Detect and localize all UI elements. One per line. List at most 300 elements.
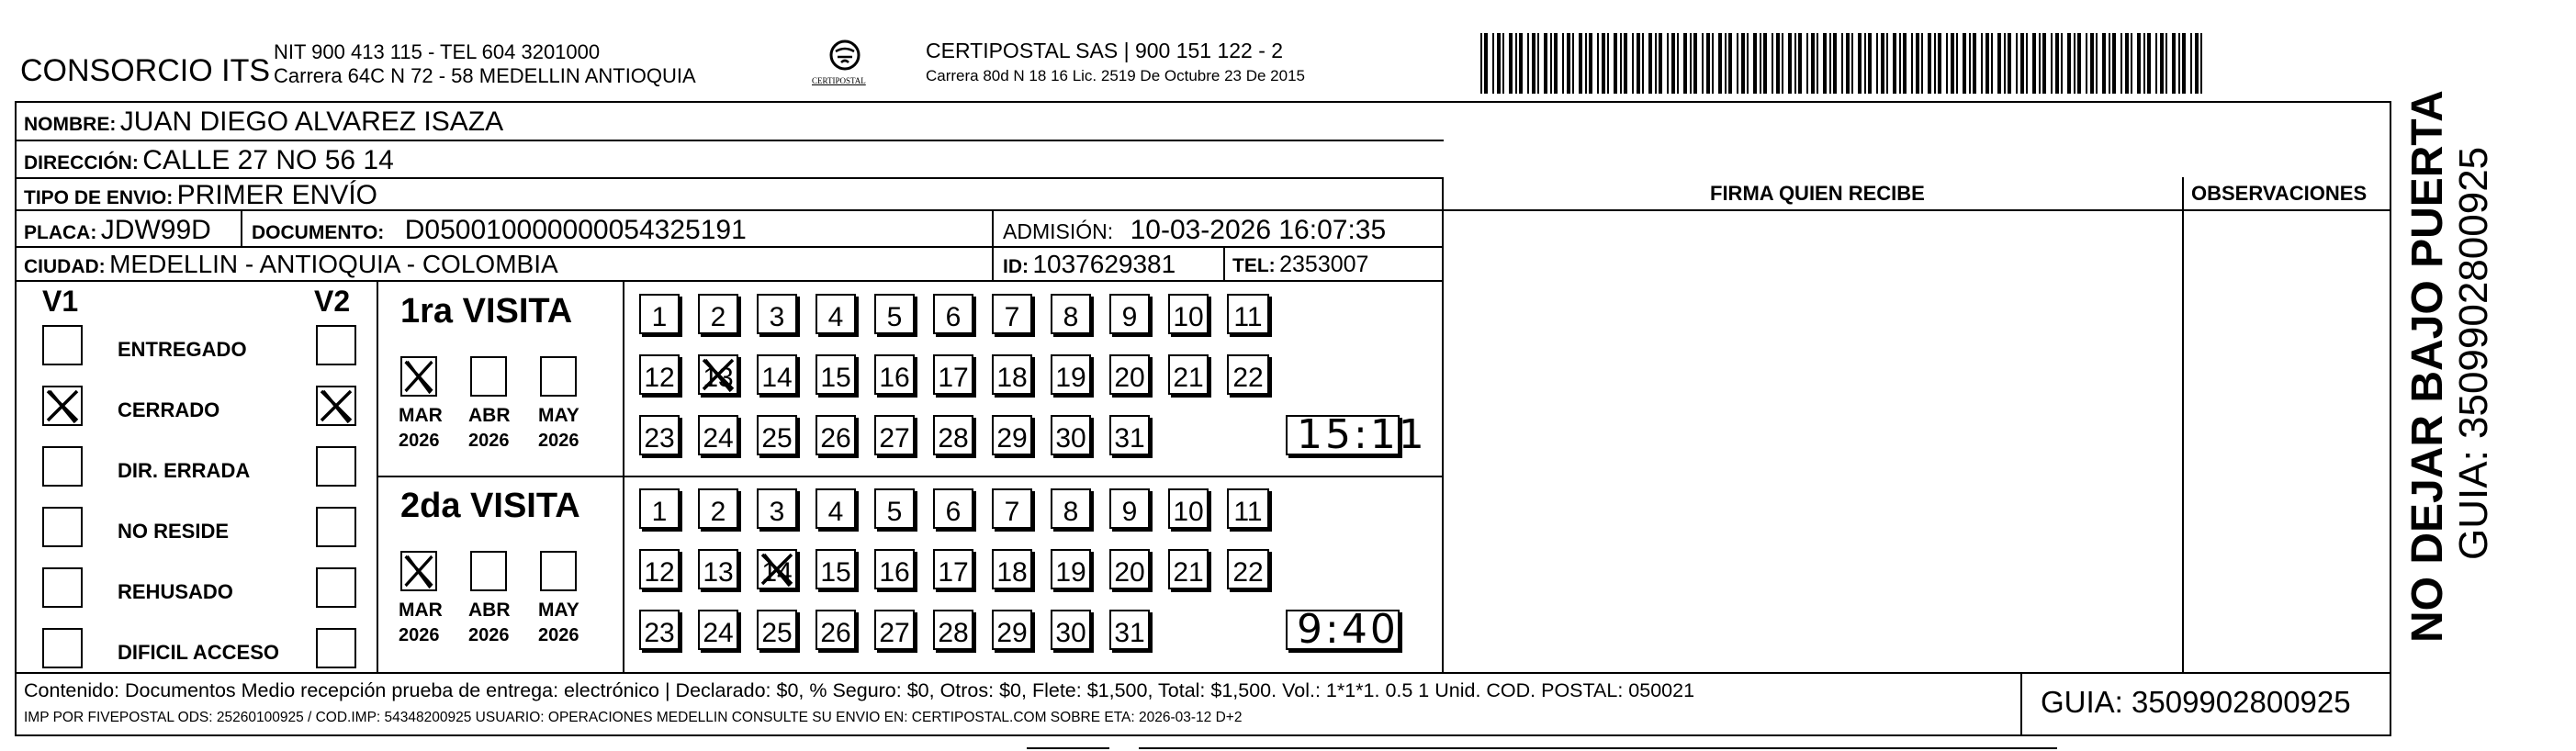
visit-year-label: 2026 bbox=[538, 625, 579, 645]
barcode-bar bbox=[1946, 33, 1948, 94]
barcode-bar bbox=[1597, 33, 1599, 94]
visit-year-label: 2026 bbox=[468, 625, 510, 645]
barcode-bar bbox=[2143, 33, 2145, 94]
barcode-bar bbox=[1706, 33, 1710, 94]
barcode-bar bbox=[1667, 33, 1669, 94]
visit-day-box[interactable] bbox=[992, 415, 1032, 455]
barcode-bar bbox=[1509, 33, 1513, 94]
visit-day-number: 12 bbox=[644, 557, 675, 588]
barcode-bar bbox=[1567, 33, 1570, 94]
barcode-bar bbox=[1671, 33, 1675, 94]
visit-day-number: 11 bbox=[1233, 302, 1263, 332]
contenido-line: Contenido: Documentos Medio recepción prueba de entrega: electrónico | Declarado: $0, % Seguro: $0, Otros: $0, Flete: $1,500, Total: $1,500. Vol.: 1*1*1. 0.5 1 Unid. COD. POSTAL: 050021 bbox=[24, 679, 1695, 701]
visit-day-box[interactable] bbox=[1227, 354, 1269, 395]
visit-day-box[interactable] bbox=[933, 294, 973, 334]
visit-day-number: 14 bbox=[761, 557, 793, 588]
visit-day-number: 21 bbox=[1173, 557, 1204, 588]
tipo-envio-row bbox=[24, 182, 377, 209]
visit-day-box[interactable] bbox=[933, 354, 973, 395]
visit-day-box[interactable] bbox=[874, 488, 915, 529]
placa-row bbox=[24, 217, 211, 244]
barcode-bar bbox=[1864, 33, 1866, 94]
visit-day-box[interactable] bbox=[1051, 294, 1091, 334]
barcode-bar bbox=[1876, 33, 1878, 94]
visit-day-number: 28 bbox=[938, 618, 969, 648]
visit-month-label: MAY bbox=[538, 600, 579, 621]
visit-day-box[interactable] bbox=[639, 354, 680, 395]
barcode-bar bbox=[1620, 33, 1622, 94]
visit-time-handwritten: 9:40 bbox=[1297, 606, 1399, 653]
barcode-bar bbox=[1683, 33, 1687, 94]
visit-day-box[interactable] bbox=[992, 354, 1032, 395]
visit-day-box[interactable] bbox=[1227, 549, 1269, 589]
visit-day-number: 12 bbox=[644, 363, 675, 393]
visit-day-box[interactable] bbox=[816, 415, 856, 455]
ciudad-row bbox=[24, 252, 558, 277]
barcode-bar bbox=[2172, 33, 2176, 94]
barcode-bar bbox=[1737, 33, 1738, 94]
visit-day-number: 17 bbox=[938, 363, 969, 393]
barcode-bar bbox=[2125, 33, 2129, 94]
visit-day-box[interactable] bbox=[757, 415, 797, 455]
barcode-bar bbox=[1938, 33, 1941, 94]
barcode-bar bbox=[1741, 33, 1745, 94]
barcode-bar bbox=[1851, 33, 1853, 94]
status-v1-checkbox[interactable] bbox=[42, 325, 83, 365]
visit-day-box[interactable] bbox=[1109, 294, 1150, 334]
barcode-bar bbox=[2067, 33, 2071, 94]
visit-day-box[interactable] bbox=[874, 610, 915, 650]
barcode-bar bbox=[2016, 33, 2018, 94]
visit-day-number: 15 bbox=[820, 363, 851, 393]
visit-day-box[interactable] bbox=[1051, 488, 1091, 529]
direccion-row bbox=[24, 147, 394, 174]
visit-day-number: 5 bbox=[886, 302, 903, 332]
barcode-bar bbox=[2147, 33, 2151, 94]
barcode-bar bbox=[1690, 33, 1692, 94]
firma-column-header: FIRMA QUIEN RECIBE bbox=[1710, 182, 1925, 205]
barcode-bar bbox=[1806, 33, 1808, 94]
status-v1-checkbox[interactable] bbox=[42, 386, 83, 426]
day-cross-mark bbox=[759, 551, 795, 588]
barcode-bar bbox=[1537, 33, 1539, 94]
visit-month-checkbox[interactable] bbox=[470, 356, 507, 397]
status-v1-checkbox[interactable] bbox=[42, 628, 83, 668]
barcode-bar bbox=[2190, 33, 2192, 94]
visit-day-box[interactable] bbox=[992, 610, 1032, 650]
visit-time-box[interactable] bbox=[1286, 606, 1400, 653]
barcode-bar bbox=[2008, 33, 2011, 94]
barcode-bar bbox=[1794, 33, 1796, 94]
status-v2-checkbox[interactable] bbox=[316, 507, 356, 547]
visit-day-number: 13 bbox=[703, 363, 734, 393]
barcode-bar bbox=[1642, 33, 1644, 94]
status-v1-checkbox[interactable] bbox=[42, 446, 83, 487]
visit-month-label: MAR bbox=[399, 600, 443, 621]
logo-caption: CERTIPOSTAL bbox=[812, 76, 866, 85]
visit-day-box[interactable] bbox=[1109, 354, 1150, 395]
visit-month-checkbox[interactable] bbox=[400, 356, 437, 397]
visit-day-number: 7 bbox=[1004, 497, 1020, 527]
visit-day-number: 19 bbox=[1055, 363, 1086, 393]
visit-day-box[interactable] bbox=[639, 549, 680, 589]
barcode-bar bbox=[2112, 33, 2116, 94]
barcode-bar bbox=[2160, 33, 2164, 94]
visit-month-checkbox[interactable] bbox=[470, 551, 507, 591]
barcode-bar bbox=[1589, 33, 1592, 94]
visit-day-number: 6 bbox=[945, 497, 962, 527]
visit-month-checkbox[interactable] bbox=[400, 551, 437, 591]
status-v1-checkbox[interactable] bbox=[42, 507, 83, 547]
barcode-bar bbox=[2039, 33, 2041, 94]
barcode-bar bbox=[2155, 33, 2157, 94]
status-label: CERRADO bbox=[118, 398, 220, 421]
visit-day-box[interactable] bbox=[698, 415, 738, 455]
documento-value: D050010000000054325191 bbox=[404, 215, 747, 245]
barcode-bar bbox=[1991, 33, 1993, 94]
barcode-bar bbox=[1515, 33, 1517, 94]
ciudad-label: CIUDAD: bbox=[24, 256, 106, 277]
visit-day-box[interactable] bbox=[874, 354, 915, 395]
barcode-bar bbox=[2165, 33, 2167, 94]
visit-day-box[interactable] bbox=[757, 610, 797, 650]
barcode-bar bbox=[1763, 33, 1767, 94]
placa-label: PLACA: bbox=[24, 222, 97, 243]
barcode-bar bbox=[2032, 33, 2036, 94]
barcode-bar bbox=[1602, 33, 1605, 94]
barcode-bar bbox=[1899, 33, 1901, 94]
visit-day-number: 8 bbox=[1063, 497, 1079, 527]
visit-month-label: MAR bbox=[399, 405, 443, 426]
visit-day-number: 16 bbox=[879, 363, 910, 393]
status-v2-checkbox[interactable] bbox=[316, 386, 356, 426]
barcode-bar bbox=[1776, 33, 1780, 94]
barcode-bar bbox=[2120, 33, 2122, 94]
visit-day-box[interactable] bbox=[874, 549, 915, 589]
barcode-bar bbox=[1893, 33, 1896, 94]
visit-day-box[interactable] bbox=[639, 415, 680, 455]
visit-title: 2da VISITA bbox=[400, 487, 580, 525]
visit-day-number: 2 bbox=[710, 302, 726, 332]
barcode-bar bbox=[1981, 33, 1983, 94]
visit-day-number: 6 bbox=[945, 302, 962, 332]
barcode-bar bbox=[1659, 33, 1662, 94]
visit-day-box[interactable] bbox=[933, 415, 973, 455]
barcode bbox=[1480, 33, 2215, 94]
barcode-bar bbox=[1607, 33, 1609, 94]
visit-day-box[interactable] bbox=[1051, 354, 1091, 395]
visit-month-checkbox[interactable] bbox=[540, 356, 577, 397]
status-v1-checkbox[interactable] bbox=[42, 567, 83, 608]
admision-value: 10-03-2026 16:07:35 bbox=[1130, 215, 1387, 245]
carrier-line-1: CERTIPOSTAL SAS | 900 151 122 - 2 bbox=[926, 39, 1284, 62]
visit-day-box[interactable] bbox=[757, 294, 797, 334]
barcode-bar bbox=[2182, 33, 2186, 94]
barcode-bar bbox=[1519, 33, 1523, 94]
tel-label: TEL: bbox=[1232, 255, 1276, 276]
visit-day-box[interactable] bbox=[757, 354, 797, 395]
visit-day-box[interactable] bbox=[698, 610, 738, 650]
visit-day-box[interactable] bbox=[933, 488, 973, 529]
visit-day-box[interactable] bbox=[816, 354, 856, 395]
visit-day-box[interactable] bbox=[757, 549, 797, 589]
barcode-bar bbox=[1544, 33, 1547, 94]
barcode-bar bbox=[1532, 33, 1535, 94]
visit-day-box[interactable] bbox=[698, 488, 738, 529]
tear-line-2 bbox=[1139, 747, 2057, 749]
barcode-bar bbox=[1693, 33, 1697, 94]
barcode-bar bbox=[1550, 33, 1552, 94]
barcode-bar bbox=[1712, 33, 1714, 94]
barcode-bar bbox=[1702, 33, 1704, 94]
footer-guia: GUIA: 3509902800925 bbox=[2041, 685, 2351, 719]
barcode-bar bbox=[1811, 33, 1815, 94]
barcode-bar bbox=[1624, 33, 1627, 94]
visit-day-box[interactable] bbox=[992, 294, 1032, 334]
visit-day-number: 25 bbox=[761, 618, 793, 648]
visit-day-number: 31 bbox=[1114, 423, 1145, 454]
visit-day-box[interactable] bbox=[1227, 488, 1269, 529]
barcode-bar bbox=[1760, 33, 1761, 94]
nombre-label: NOMBRE: bbox=[24, 114, 117, 135]
status-v2-checkbox[interactable] bbox=[316, 628, 356, 668]
barcode-bar bbox=[2020, 33, 2024, 94]
visit-day-number: 21 bbox=[1173, 363, 1204, 393]
barcode-bar bbox=[1934, 33, 1936, 94]
visit-day-number: 10 bbox=[1173, 497, 1204, 527]
visit-day-box[interactable] bbox=[1168, 354, 1209, 395]
visit-day-box[interactable] bbox=[1051, 415, 1091, 455]
barcode-bar bbox=[2086, 33, 2087, 94]
visit-day-box[interactable] bbox=[933, 549, 973, 589]
visit-day-box[interactable] bbox=[1109, 549, 1150, 589]
placa-value: JDW99D bbox=[100, 215, 211, 245]
side-guia: GUIA: 3509902800925 bbox=[2451, 146, 2496, 560]
visit-day-number: 4 bbox=[827, 497, 844, 527]
visit-day-box[interactable] bbox=[1168, 488, 1209, 529]
barcode-bar bbox=[1782, 33, 1783, 94]
company-name: CONSORCIO ITS bbox=[20, 53, 271, 88]
visit-day-box[interactable] bbox=[1051, 549, 1091, 589]
barcode-bar bbox=[1963, 33, 1966, 94]
visit-day-number: 9 bbox=[1121, 302, 1138, 332]
tel-value: 2353007 bbox=[1279, 252, 1369, 277]
barcode-bar bbox=[2004, 33, 2006, 94]
barcode-bar bbox=[1829, 33, 1831, 94]
barcode-bar bbox=[1484, 33, 1488, 94]
barcode-bar bbox=[2074, 33, 2075, 94]
visit-day-box[interactable] bbox=[639, 294, 680, 334]
barcode-bar bbox=[2026, 33, 2028, 94]
barcode-bar bbox=[1858, 33, 1862, 94]
visit-year-label: 2026 bbox=[468, 431, 510, 451]
visit-day-number: 18 bbox=[996, 363, 1028, 393]
visit-day-number: 24 bbox=[703, 423, 734, 454]
documento-row bbox=[252, 217, 747, 244]
visit-day-number: 19 bbox=[1055, 557, 1086, 588]
v1-header: V1 bbox=[42, 285, 79, 318]
no-dejar-bajo-puerta: NO DEJAR BAJO PUERTA bbox=[2403, 90, 2452, 643]
visit-day-number: 31 bbox=[1114, 618, 1145, 648]
barcode-bar bbox=[1997, 33, 2001, 94]
barcode-bar bbox=[1753, 33, 1757, 94]
barcode-bar bbox=[2090, 33, 2094, 94]
certipostal-logo-icon bbox=[808, 37, 882, 77]
barcode-bar bbox=[1833, 33, 1837, 94]
visit-day-number: 1 bbox=[651, 497, 668, 527]
tel-row bbox=[1232, 253, 1368, 276]
barcode-bar bbox=[1728, 33, 1732, 94]
visit-day-box[interactable] bbox=[639, 610, 680, 650]
status-label: NO RESIDE bbox=[118, 520, 230, 543]
visit-day-number: 22 bbox=[1232, 363, 1264, 393]
visit-day-box[interactable] bbox=[639, 488, 680, 529]
visit-day-number: 23 bbox=[644, 618, 675, 648]
visit-day-number: 28 bbox=[938, 423, 969, 454]
visit-day-box[interactable] bbox=[1168, 549, 1209, 589]
barcode-bar bbox=[1956, 33, 1958, 94]
ciudad-value: MEDELLIN - ANTIOQUIA - COLOMBIA bbox=[109, 250, 558, 278]
status-v2-checkbox[interactable] bbox=[316, 325, 356, 365]
status-label: DIFICIL ACCESO bbox=[118, 641, 280, 664]
barcode-bar bbox=[2178, 33, 2180, 94]
barcode-bar bbox=[1492, 33, 1494, 94]
carrier-line-2: Carrera 80d N 18 16 Lic. 2519 De Octubre 23 De 2015 bbox=[926, 67, 1305, 84]
visit-day-box[interactable] bbox=[1109, 488, 1150, 529]
barcode-bar bbox=[1841, 33, 1843, 94]
visit-day-box[interactable] bbox=[816, 610, 856, 650]
visit-day-box[interactable] bbox=[1227, 294, 1269, 334]
visit-day-box[interactable] bbox=[816, 488, 856, 529]
status-v2-checkbox[interactable] bbox=[316, 446, 356, 487]
visit-day-box[interactable] bbox=[874, 415, 915, 455]
visit-day-number: 8 bbox=[1063, 302, 1079, 332]
visit-day-number: 7 bbox=[1004, 302, 1020, 332]
barcode-bar bbox=[1973, 33, 1976, 94]
barcode-bar bbox=[2055, 33, 2059, 94]
barcode-bar bbox=[1788, 33, 1792, 94]
barcode-bar bbox=[2137, 33, 2141, 94]
barcode-bar bbox=[1798, 33, 1802, 94]
status-label: DIR. ERRADA bbox=[118, 459, 251, 482]
day-cross-mark bbox=[700, 356, 737, 393]
visit-day-number: 3 bbox=[769, 497, 785, 527]
visit-day-number: 29 bbox=[996, 618, 1028, 648]
barcode-bar bbox=[1916, 33, 1919, 94]
visit-month-label: ABR bbox=[468, 405, 511, 426]
visit-title: 1ra VISITA bbox=[400, 292, 573, 331]
visit-day-number: 22 bbox=[1232, 557, 1264, 588]
documento-label: DOCUMENTO: bbox=[252, 222, 385, 243]
barcode-bar bbox=[1928, 33, 1931, 94]
barcode-bar bbox=[2109, 33, 2110, 94]
status-v2-checkbox[interactable] bbox=[316, 567, 356, 608]
barcode-bar bbox=[1614, 33, 1617, 94]
visit-day-box[interactable] bbox=[698, 354, 738, 395]
barcode-bar bbox=[1480, 33, 1482, 94]
barcode-bar bbox=[1637, 33, 1640, 94]
visit-day-box[interactable] bbox=[1168, 294, 1209, 334]
visit-day-box[interactable] bbox=[1109, 415, 1150, 455]
visit-year-label: 2026 bbox=[538, 431, 579, 451]
visit-day-box[interactable] bbox=[698, 549, 738, 589]
visit-month-label: ABR bbox=[468, 600, 511, 621]
barcode-bar bbox=[1911, 33, 1913, 94]
barcode-bar bbox=[1527, 33, 1529, 94]
imp-line: IMP POR FIVEPOSTAL ODS: 25260100925 / COD.IMP: 54348200925 USUARIO: OPERACIONES MEDELLIN CONSULTE SU ENVIO EN: CERTIPOSTAL.COM SOBRE ETA: 2026-03-12 D+2 bbox=[24, 710, 1243, 725]
company-info-line-2: Carrera 64C N 72 - 58 MEDELLIN ANTIOQUIA bbox=[274, 64, 696, 87]
visit-day-box[interactable] bbox=[698, 294, 738, 334]
barcode-bar bbox=[2061, 33, 2063, 94]
id-value: 1037629381 bbox=[1032, 250, 1176, 278]
direccion-value: CALLE 27 NO 56 14 bbox=[142, 145, 394, 175]
barcode-bar bbox=[1632, 33, 1634, 94]
visit-day-number: 2 bbox=[710, 497, 726, 527]
observaciones-column-header: OBSERVACIONES bbox=[2191, 182, 2368, 205]
visit-year-label: 2026 bbox=[399, 625, 440, 645]
admision-row bbox=[1003, 217, 1386, 244]
visit-day-number: 20 bbox=[1114, 557, 1145, 588]
status-label: REHUSADO bbox=[118, 580, 233, 603]
barcode-bar bbox=[1572, 33, 1574, 94]
barcode-bar bbox=[2077, 33, 2081, 94]
visit-day-box[interactable] bbox=[933, 610, 973, 650]
v2-header: V2 bbox=[314, 285, 351, 318]
visit-day-number: 23 bbox=[644, 423, 675, 454]
barcode-bar bbox=[1985, 33, 1989, 94]
status-label: ENTREGADO bbox=[118, 338, 247, 361]
admision-label: ADMISIÓN: bbox=[1003, 219, 1114, 243]
barcode-bar bbox=[1585, 33, 1587, 94]
visit-day-number: 27 bbox=[879, 618, 910, 648]
visit-month-checkbox[interactable] bbox=[540, 551, 577, 591]
visit-day-number: 20 bbox=[1114, 363, 1145, 393]
id-row bbox=[1003, 252, 1176, 277]
barcode-bar bbox=[1655, 33, 1657, 94]
barcode-bar bbox=[2042, 33, 2046, 94]
visit-day-box[interactable] bbox=[1051, 610, 1091, 650]
barcode-bar bbox=[1579, 33, 1582, 94]
barcode-bar bbox=[2195, 33, 2199, 94]
visit-day-box[interactable] bbox=[992, 488, 1032, 529]
barcode-bar bbox=[1951, 33, 1954, 94]
visit-time-box[interactable] bbox=[1286, 411, 1427, 458]
tipo-envio-label: TIPO DE ENVIO: bbox=[24, 187, 174, 208]
visit-day-number: 16 bbox=[879, 557, 910, 588]
certipostal-logo bbox=[808, 37, 882, 92]
barcode-bar bbox=[2096, 33, 2098, 94]
visit-day-box[interactable] bbox=[757, 488, 797, 529]
visit-day-number: 3 bbox=[769, 302, 785, 332]
barcode-bar bbox=[1969, 33, 1971, 94]
visit-day-box[interactable] bbox=[874, 294, 915, 334]
visit-day-number: 18 bbox=[996, 557, 1028, 588]
barcode-bar bbox=[1718, 33, 1722, 94]
visit-day-box[interactable] bbox=[1109, 610, 1150, 650]
visit-day-box[interactable] bbox=[816, 549, 856, 589]
visit-day-number: 14 bbox=[761, 363, 793, 393]
visit-day-number: 10 bbox=[1173, 302, 1204, 332]
visit-year-label: 2026 bbox=[399, 431, 440, 451]
barcode-bar bbox=[1817, 33, 1818, 94]
visit-day-box[interactable] bbox=[992, 549, 1032, 589]
visit-day-number: 24 bbox=[703, 618, 734, 648]
visit-day-number: 26 bbox=[820, 618, 851, 648]
barcode-bar bbox=[2051, 33, 2053, 94]
visit-day-box[interactable] bbox=[816, 294, 856, 334]
barcode-bar bbox=[1677, 33, 1679, 94]
visit-time-handwritten: 15:11 bbox=[1297, 411, 1427, 458]
